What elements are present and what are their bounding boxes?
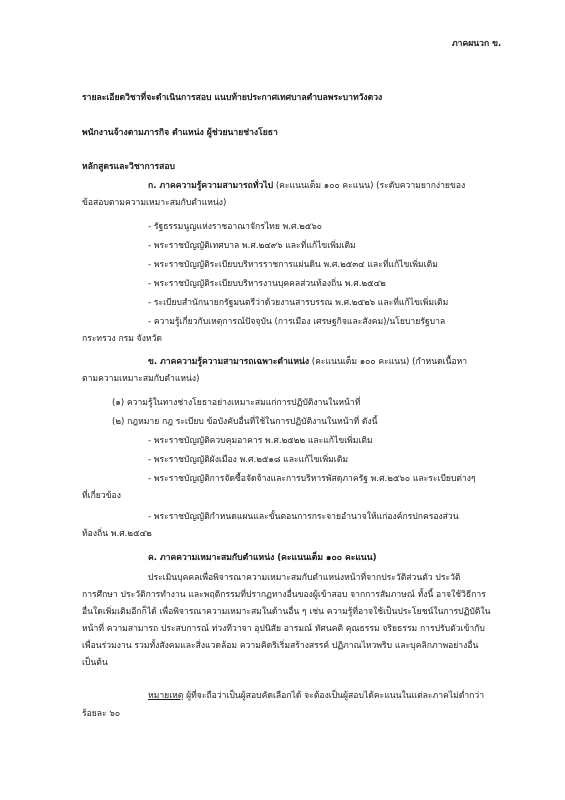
section-b-point1: (๑) ความรู้ในทางช่างโยธาอย่างเหมาะสมแก่การปฏิบัติงานในหน้าที่ bbox=[112, 398, 361, 408]
note-text: ผู้ที่จะถือว่าเป็นผู้สอบคัดเลือกได้ จะต้องเป็นผู้สอบได้คะแนนในแต่ละภาคไม่ต่ำกว่า bbox=[183, 691, 485, 701]
section-c-paragraph-line: ประเมินบุคคลเพื่อพิจารณาความเหมาะสมกับตำแหน่งหน้าที่จากประวัติส่วนตัว ประวัติ bbox=[148, 573, 461, 583]
section-b-item-continued: ที่เกี่ยวข้อง bbox=[82, 491, 121, 501]
appendix-label: ภาคผนวก ข. bbox=[452, 39, 502, 49]
section-a-heading: ก. ภาคความรู้ความสามารถทั่วไป bbox=[148, 181, 274, 191]
section-b-point2: (๒) กฎหมาย กฎ ระเบียบ ข้อบังคับอื่นที่ใช้ในการปฏิบัติงานในหน้าที่ ดังนี้ bbox=[112, 417, 378, 427]
document-title: รายละเอียดวิชาที่จะดำเนินการสอบ แนบท้ายประกาศเทศบาลตำบลพระบาทวังตวง bbox=[82, 93, 383, 103]
section-a-item: - พระราชบัญญัติระเบียบบริหารราชการแผ่นดิน พ.ศ.๒๕๓๔ และที่แก้ไขเพิ่มเติม bbox=[148, 260, 438, 270]
section-a-item: - ความรู้เกี่ยวกับเหตุการณ์ปัจจุบัน (การเมือง เศรษฐกิจและสังคม)/นโยบายรัฐบาล bbox=[148, 317, 446, 327]
section-a-score: (คะแนนเต็ม ๑๐๐ คะแนน) (ระดับความยากง่ายของ bbox=[273, 181, 466, 191]
section-c-paragraph-line: เพื่อนร่วมงาน รวมทั้งสังคมและสิ่งแวดล้อม ความคิดริเริ่มสร้างสรรค์ ปฏิภาณไหวพริบ และบุคลิกภาพอย่างอื่น bbox=[82, 641, 479, 651]
section-b-item: - พระราชบัญญัติการจัดซื้อจัดจ้างและการบริหารพัสดุภาครัฐ พ.ศ.๒๕๖๐ และระเบียบต่างๆ bbox=[148, 474, 476, 484]
section-c-paragraph-line: อื่นใดเพิ่มเติมอีกก็ได้ เพื่อพิจารณาความเหมาะสมในด้านอื่น ๆ เช่น ความรู้ที่อาจใช้เป็นประโยชน์ในการปฏิบัติใน bbox=[82, 607, 491, 617]
curriculum-heading: หลักสูตรและวิชาการสอบ bbox=[82, 162, 175, 172]
section-b-line1 bbox=[148, 356, 467, 369]
note-continued: ร้อยละ ๖๐ bbox=[82, 709, 121, 719]
section-c-paragraph-line: การศึกษา ประวัติการทำงาน และพฤติกรรมที่ปรากฏทางอื่นของผู้เข้าสอบ จากการสัมภาษณ์ ทั้งนี้ อาจใช้วิธีการ bbox=[82, 590, 486, 600]
section-b-score: (คะแนนเต็ม ๑๐๐ คะแนน) (กำหนดเนื้อหา bbox=[309, 357, 468, 367]
section-a-line1 bbox=[148, 180, 465, 193]
section-b-item-continued: ท้องถิ่น พ.ศ.๒๕๔๒ bbox=[82, 529, 152, 539]
section-b-heading: ข. ภาคความรู้ความสามารถเฉพาะตำแหน่ง bbox=[148, 357, 310, 367]
section-c-paragraph-line: เป็นต้น bbox=[82, 658, 108, 668]
section-b-line2: ตามความเหมาะสมกับตำแหน่ง) bbox=[82, 374, 200, 384]
note-line1 bbox=[148, 690, 484, 703]
section-b-item: - พระราชบัญญัติกำหนดแผนและขั้นตอนการกระจายอำนาจให้แก่องค์กรปกครองส่วน bbox=[148, 512, 459, 522]
section-b-item: - พระราชบัญญัติควบคุมอาคาร พ.ศ.๒๕๒๒ และแก้ไขเพิ่มเติม bbox=[148, 436, 373, 446]
section-a-item: - พระราชบัญญัติเทศบาล พ.ศ.๒๔๙๖ และที่แก้ไขเพิ่มเติม bbox=[148, 241, 356, 251]
section-a-item: - รัฐธรรมนูญแห่งราชอาณาจักรไทย พ.ศ.๒๕๖๐ bbox=[148, 222, 323, 232]
section-b-item: - พระราชบัญญัติผังเมือง พ.ศ.๒๕๑๘ และแก้ไขเพิ่มเติม bbox=[148, 455, 348, 465]
position-title: พนักงานจ้างตามภารกิจ ตำแหน่ง ผู้ช่วยนายช่างโยธา bbox=[82, 128, 278, 138]
section-a-item-continued: กระทรวง กรม จังหวัด bbox=[82, 334, 162, 344]
section-a-item: - พระราชบัญญัติระเบียบบริหารงานบุคคลส่วนท้องถิ่น พ.ศ.๒๕๔๒ bbox=[148, 279, 386, 289]
section-a-line2: ข้อสอบตามความเหมาะสมกับตำแหน่ง) bbox=[82, 198, 227, 208]
section-c-heading: ค. ภาคความเหมาะสมกับตำแหน่ง (คะแนนเต็ม ๑๐๐ คะแนน) bbox=[148, 553, 377, 563]
section-c-paragraph-line: หน้าที่ ความสามารถ ประสบการณ์ ท่วงทีวาจา อุปนิสัย อารมณ์ ทัศนคติ คุณธรรม จริยธรรม การปรับตัวเข้ากับ bbox=[82, 624, 485, 634]
note-label: หมายเหตุ bbox=[148, 691, 184, 701]
section-a-item: - ระเบียบสำนักนายกรัฐมนตรีว่าด้วยงานสารบรรณ พ.ศ.๒๕๒๖ และที่แก้ไขเพิ่มเติม bbox=[148, 298, 449, 308]
